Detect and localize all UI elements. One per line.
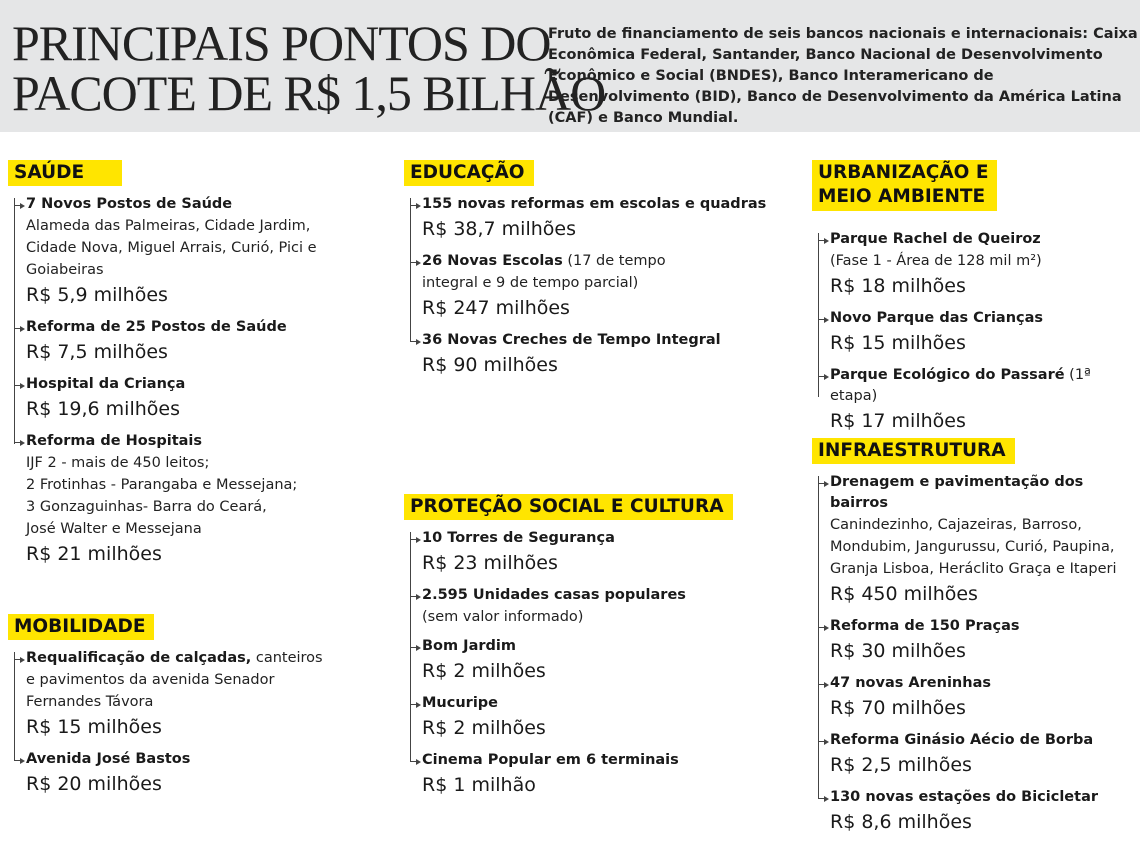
item-title: Cinema Popular em 6 terminais — [422, 752, 679, 768]
item-title: Reforma Ginásio Aécio de Borba — [830, 732, 1094, 748]
item-value: R$ 15 milhões — [830, 332, 966, 354]
list-item — [26, 317, 380, 366]
item-description: (Fase 1 - Área de 128 mil m²) — [830, 253, 1042, 269]
section-infraestrutura — [812, 438, 1138, 844]
item-heading — [26, 648, 380, 669]
section-title: SAÚDE — [8, 160, 122, 186]
item-title: 155 novas reformas em escolas e quadras — [422, 196, 767, 212]
list-item — [830, 229, 1138, 300]
item-heading — [422, 636, 776, 657]
item-heading — [830, 730, 1138, 751]
page-title-line-1: PRINCIPAIS PONTOS DO — [12, 15, 551, 71]
item-title: 7 Novos Postos de Saúde — [26, 196, 233, 212]
header-banner — [0, 0, 1140, 132]
list-item — [422, 194, 776, 243]
page-title — [12, 15, 606, 121]
item-description: IJF 2 - mais de 450 leitos; — [26, 455, 210, 471]
item-description: Cidade Nova, Miguel Arrais, Curió, Pici e — [26, 240, 317, 256]
list-item — [422, 585, 776, 628]
item-description: Goiabeiras — [26, 262, 104, 278]
section-title-line-1: URBANIZAÇÃO E — [818, 162, 989, 183]
item-heading — [830, 308, 1138, 329]
section-title: MOBILIDADE — [8, 614, 154, 640]
item-value: R$ 8,6 milhões — [830, 811, 972, 833]
list-item — [830, 673, 1138, 722]
item-value: R$ 15 milhões — [26, 716, 162, 738]
item-value: R$ 5,9 milhões — [26, 284, 168, 306]
item-title: Avenida José Bastos — [26, 751, 191, 767]
item-title: 10 Torres de Segurança — [422, 530, 615, 546]
item-description: Mondubim, Jangurussu, Curió, Paupina, — [830, 539, 1115, 555]
list-item — [26, 648, 380, 741]
section-protecao-social — [404, 494, 776, 807]
section-title-line-2: MEIO AMBIENTE — [818, 186, 986, 207]
item-title: Drenagem e pavimentação dos bairros — [830, 474, 1084, 511]
item-heading — [422, 750, 776, 771]
intro-text: Fruto de financiamento de seis bancos nacionais e internacionais: Caixa Econômica Federal, Santander, Banco Nacional de Desenvolvimento Econômico e Social (BNDES), Banco Interamericano de Desenvolvimento (BID), Banco de Desenvolvimento da América Latina (CAF) e Banco Mundial. — [548, 26, 1138, 126]
section-mobilidade — [8, 614, 380, 806]
list-item — [830, 616, 1138, 665]
item-heading — [422, 585, 776, 606]
item-value: R$ 20 milhões — [26, 773, 162, 795]
section-title: INFRAESTRUTURA — [812, 438, 1015, 464]
list-item — [830, 365, 1138, 435]
item-note: (17 de tempo — [562, 253, 666, 269]
item-list — [410, 528, 776, 799]
section-urbanizacao — [812, 160, 1138, 443]
item-heading — [830, 673, 1138, 694]
item-list — [14, 194, 380, 568]
item-note: (1ª etapa) — [830, 367, 1091, 404]
item-title: Reforma de 150 Praças — [830, 618, 1020, 634]
item-title: 47 novas Areninhas — [830, 675, 991, 691]
list-item — [422, 636, 776, 685]
item-value: R$ 38,7 milhões — [422, 218, 576, 240]
item-title: 36 Novas Creches de Tempo Integral — [422, 332, 721, 348]
item-heading — [830, 365, 1138, 407]
list-item — [422, 330, 776, 379]
item-heading — [830, 229, 1138, 250]
item-title: Hospital da Criança — [26, 376, 186, 392]
item-value: R$ 2 milhões — [422, 660, 546, 682]
item-description: José Walter e Messejana — [26, 521, 202, 537]
item-description: (sem valor informado) — [422, 609, 584, 625]
item-list — [818, 229, 1138, 435]
item-value: R$ 70 milhões — [830, 697, 966, 719]
section-title — [812, 160, 997, 211]
section-saude — [8, 160, 380, 576]
item-title: Reforma de Hospitais — [26, 433, 203, 449]
item-description: Granja Lisboa, Heráclito Graça e Itaperi — [830, 561, 1117, 577]
item-value: R$ 2,5 milhões — [830, 754, 972, 776]
item-description: e pavimentos da avenida Senador — [26, 672, 275, 688]
list-item — [422, 251, 776, 322]
item-title: Novo Parque das Crianças — [830, 310, 1044, 326]
item-value: R$ 18 milhões — [830, 275, 966, 297]
item-heading — [830, 472, 1138, 514]
item-title: Mucuripe — [422, 695, 499, 711]
item-title: Reforma de 25 Postos de Saúde — [26, 319, 287, 335]
item-value: R$ 247 milhões — [422, 297, 570, 319]
item-list — [14, 648, 380, 798]
page-title-line-2: PACOTE DE R$ 1,5 BILHÃO — [12, 65, 606, 121]
list-item — [830, 787, 1138, 836]
section-educacao — [404, 160, 776, 387]
item-title: Bom Jardim — [422, 638, 516, 654]
item-list — [818, 472, 1138, 836]
item-heading — [26, 431, 380, 452]
item-value: R$ 21 milhões — [26, 543, 162, 565]
item-description: Alameda das Palmeiras, Cidade Jardim, — [26, 218, 311, 234]
item-note: canteiros — [251, 650, 323, 666]
item-title: 130 novas estações do Bicicletar — [830, 789, 1099, 805]
item-heading — [830, 787, 1138, 808]
item-heading — [422, 528, 776, 549]
list-item — [422, 750, 776, 799]
list-item — [422, 693, 776, 742]
section-title: PROTEÇÃO SOCIAL E CULTURA — [404, 494, 733, 520]
list-item — [26, 431, 380, 568]
list-item — [830, 308, 1138, 357]
list-item — [830, 730, 1138, 779]
item-title: 2.595 Unidades casas populares — [422, 587, 686, 603]
list-item — [830, 472, 1138, 608]
list-item — [422, 528, 776, 577]
section-title: EDUCAÇÃO — [404, 160, 534, 186]
item-title: Requalificação de calçadas, — [26, 650, 252, 666]
item-heading — [26, 194, 380, 215]
item-value: R$ 1 milhão — [422, 774, 536, 796]
item-description: Canindezinho, Cajazeiras, Barroso, — [830, 517, 1082, 533]
item-title: Parque Ecológico do Passaré — [830, 367, 1065, 383]
item-description: 2 Frotinhas - Parangaba e Messejana; — [26, 477, 298, 493]
item-title: Parque Rachel de Queiroz — [830, 231, 1041, 247]
item-value: R$ 2 milhões — [422, 717, 546, 739]
item-value: R$ 7,5 milhões — [26, 341, 168, 363]
list-item — [26, 194, 380, 309]
item-value: R$ 23 milhões — [422, 552, 558, 574]
item-heading — [422, 693, 776, 714]
item-value: R$ 19,6 milhões — [26, 398, 180, 420]
item-title: 26 Novas Escolas — [422, 253, 563, 269]
item-heading — [26, 317, 380, 338]
item-value: R$ 90 milhões — [422, 354, 558, 376]
item-description: Fernandes Távora — [26, 694, 154, 710]
item-heading — [422, 330, 776, 351]
item-value: R$ 450 milhões — [830, 583, 978, 605]
item-heading — [26, 749, 380, 770]
item-heading — [830, 616, 1138, 637]
list-item — [26, 374, 380, 423]
item-value: R$ 17 milhões — [830, 410, 966, 432]
item-heading — [422, 194, 776, 215]
item-list — [410, 194, 776, 379]
item-value: R$ 30 milhões — [830, 640, 966, 662]
item-heading — [26, 374, 380, 395]
item-description: 3 Gonzaguinhas- Barra do Ceará, — [26, 499, 267, 515]
item-description: integral e 9 de tempo parcial) — [422, 275, 639, 291]
item-heading — [422, 251, 776, 272]
list-item — [26, 749, 380, 798]
